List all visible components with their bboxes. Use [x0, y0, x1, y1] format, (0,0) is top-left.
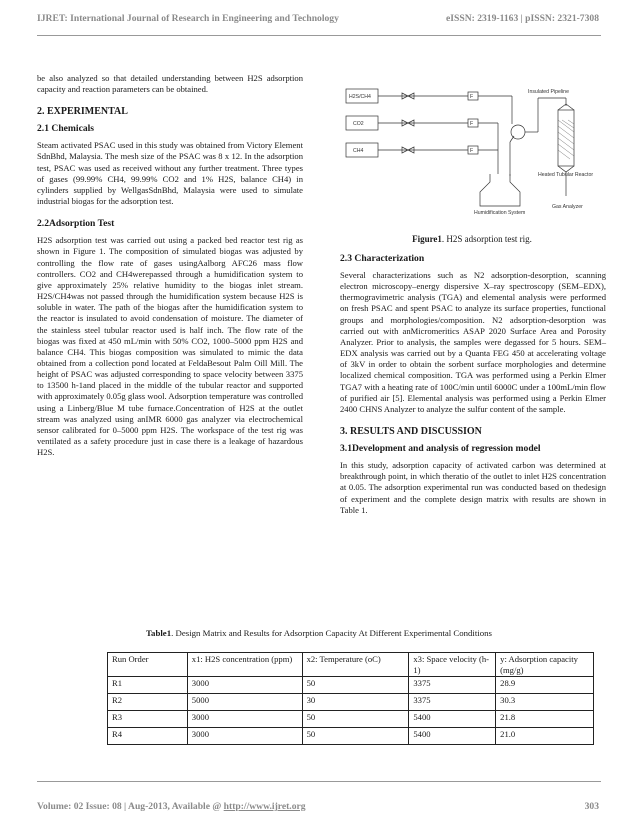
ch4-label: CH4 [353, 148, 364, 154]
regression-paragraph: In this study, adsorption capacity of activated carbon was determined at breakthrough point, in which theratio of the outlet to inlet H2S concentration at 0.05. The adsorption experimental run was conducted based on thedesign of experiment and the complete design matrix with results are shown in Table 1. [340, 460, 606, 515]
section-2-heading: 2. EXPERIMENTAL [37, 106, 128, 118]
flow-controller-label-2: F [470, 121, 474, 127]
table-row [108, 694, 594, 711]
table-cell: 21.8 [496, 711, 594, 728]
mixing-chamber [511, 125, 525, 139]
table-cell: 50 [302, 711, 409, 728]
humidification-flask [480, 174, 520, 206]
table-cell: 21.0 [496, 728, 594, 745]
header-run-order: Run Order [108, 653, 188, 677]
table-cell: 30 [302, 694, 409, 711]
table-header-row [108, 653, 594, 677]
footer-volume-info [37, 801, 306, 812]
journal-header [37, 13, 599, 24]
journal-url-link[interactable]: http://www.ijret.org [223, 801, 306, 812]
table-cell: 50 [302, 677, 409, 694]
humidification-label: Humidification System [474, 210, 526, 216]
table-cell: 28.9 [496, 677, 594, 694]
page-footer [37, 801, 599, 812]
table-row [108, 728, 594, 745]
table-cell: 30.3 [496, 694, 594, 711]
journal-issn: eISSN: 2319-1163 | pISSN: 2321-7308 [446, 13, 599, 24]
header-temperature: x2: Temperature (oC) [302, 653, 409, 677]
intro-paragraph: be also analyzed so that detailed understanding between H2S adsorption capacity and reaction parameters can be obtained. [37, 73, 303, 95]
table-cell: 5400 [409, 728, 496, 745]
table-cell: 3000 [187, 728, 302, 745]
flow-controller-label-3: F [470, 148, 474, 154]
footer-volume-text: Volume: 02 Issue: 08 | Aug-2013, Available @ [37, 801, 224, 812]
flow-controller-label-1: F [470, 94, 474, 100]
design-matrix-table [107, 652, 594, 745]
right-column [340, 253, 606, 516]
table-cell: R2 [108, 694, 188, 711]
figure-caption-label: Figure1 [412, 234, 442, 244]
table-cell: 3375 [409, 694, 496, 711]
subsection-2-2-heading: 2.2Adsorption Test [37, 218, 115, 230]
table-cell: 3375 [409, 677, 496, 694]
table-cell: R3 [108, 711, 188, 728]
table-row [108, 677, 594, 694]
header-divider [37, 35, 601, 36]
left-column [37, 73, 303, 458]
table-cell: R1 [108, 677, 188, 694]
h2s-ch4-label: H2S/CH4 [349, 94, 371, 100]
table-cell: 3000 [187, 677, 302, 694]
table-row [108, 711, 594, 728]
gas-analyzer-label: Gas Analyzer [552, 204, 583, 210]
table-cell: 5000 [187, 694, 302, 711]
table-caption-text: . Design Matrix and Results for Adsorption Capacity At Different Experimental Conditions [171, 628, 492, 638]
header-space-velocity: x3: Space velocity (h-1) [409, 653, 496, 677]
section-3-heading: 3. RESULTS AND DISCUSSION [340, 426, 482, 438]
page-number: 303 [584, 801, 599, 812]
subsection-2-1-heading: 2.1 Chemicals [37, 123, 95, 135]
header-h2s-concentration: x1: H2S concentration (ppm) [187, 653, 302, 677]
table-caption [40, 628, 598, 638]
subsection-2-3-heading: 2.3 Characterization [340, 253, 425, 264]
insulated-pipeline-label: Insulated Pipeline [528, 89, 569, 95]
table-cell: 5400 [409, 711, 496, 728]
footer-divider [37, 781, 601, 782]
table-caption-label: Table1 [146, 628, 172, 638]
chemicals-paragraph: Steam activated PSAC used in this study was obtained from Victory Element SdnBhd, Malaysia. The mesh size of the PSAC was 8 x 12. In the adsorption test, PSAC was used as received without any further treatment. Three types of gases (99.99% CH4, 99.99% CO2 and 1% H2S, balance CH4) in cylinders supplied by WellgasSdnBhd, Malaysia were used to simulate industrial biogas for the adsorption test. [37, 140, 303, 207]
heated-reactor-label: Heated Tubular Reactor [538, 172, 594, 178]
table-cell: R4 [108, 728, 188, 745]
characterization-paragraph: Several characterizations such as N2 adsorption-desorption, scanning electron microscopy–energy dispersive X–ray spectroscopy (SEM–EDX), thermogravimetric analysis (TGA) and elemental analysis were performed on fresh PSAC and spent PSAC to analyze its surface properties, functional groups and morphologies/composition. N2 adsorption-desorption was carried out with anMicromeritics ASAP 2020 Surface Area and Porosity Analyzer. Prior to analysis, the samples were degassed for 5 hours. SEM–EDX analysis was carried out by a Quanta FEG 450 at accelerating voltage of 3kV in order to obtain the sorbent surface morphologies and determine localized chemical composition. TGA was performed using a Perkin Elmer TGA7 with a heating rate of 100C/min until 6000C under a 100mL/min flow of purified air [5]. Elemental analysis was performed using a Perkin Elmer 2400 CHNS Analyzer to analyze the sulfur content of the sample. [340, 270, 606, 414]
subsection-3-1-heading: 3.1Development and analysis of regression model [340, 443, 541, 455]
co2-label: CO2 [353, 121, 364, 127]
figure-caption [340, 234, 604, 244]
table-cell: 50 [302, 728, 409, 745]
adsorption-test-paragraph: H2S adsorption test was carried out using a packed bed reactor test rig as shown in Figure 1. The composition of simulated biogas was adjusted by controlling the flow rate of gases usingAalborg AFC26 mass flow controllers. CO2 and CH4werepassed through a humidification system to give approximately 25% relative humidity to the biogas inlet stream. H2S/CH4was not passed through the humidification system because H2S is soluble in water. The path of the biogas after the humidification system to the reactor is insulated to avoid condensation of moisture. The diameter of the stainless steel tubular reactor used is half inch. The flow rate of the biogas was fixed at 450 mL/min with 50% CO2, 1000–5000 ppm H2S and balance CH4. This biogas composition was simulated to mimic the data obtained from a collection pond located at FeldaBesout Palm Oill Mill. The height of PSAC was adjusted corresponding to space velocity between 3375 to 13500 h-1and placed in the middle of the tubular reactor and supported with approximately 0.05g glass wool. Adsorption temperature was controlled using a Linberg/Blue M tube furnace.Concentration of H2S at the outlet stream was analyzed using anIMR 6000 gas analyzer via electrochemical sensor calibrated for 0–5000 ppm H2S. The workspace of the test rig was ventilated as a safety procedure just in case there is a leakage of hazardous H2S. [37, 235, 303, 458]
figure-caption-text: . H2S adsorption test rig. [441, 234, 532, 244]
test-rig-diagram [340, 84, 604, 234]
journal-title: IJRET: International Journal of Research in Engineering and Technology [37, 13, 339, 24]
test-rig-figure [340, 84, 604, 234]
table-cell: 3000 [187, 711, 302, 728]
header-adsorption-capacity: y: Adsorption capacity (mg/g) [496, 653, 594, 677]
